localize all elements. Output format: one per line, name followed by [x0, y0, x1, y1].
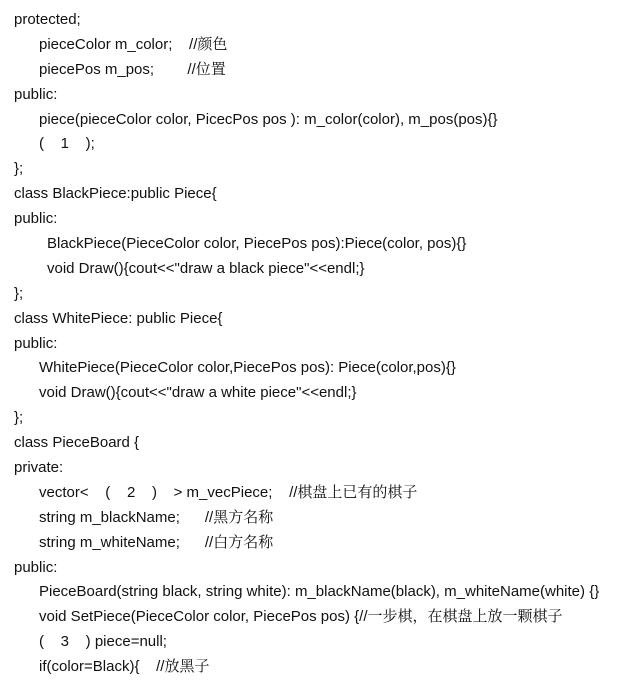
- code-document: [14, 8, 629, 680]
- code-line-blank-1: ( 1 );: [39, 135, 95, 153]
- code-line-setpiece: void SetPiece(PieceColor color, PiecePos pos) {//一步棋，在棋盘上放一颗棋子: [39, 608, 563, 626]
- code-line-public: public:: [14, 85, 58, 103]
- code-line-class-end: };: [14, 284, 24, 302]
- code-line-piece-constructor: piece(pieceColor color, PicecPos pos ): m_color(color), m_pos(pos){}: [39, 110, 498, 128]
- code-line-public: public:: [14, 210, 58, 228]
- code-line-public: public:: [14, 558, 58, 576]
- code-line-whitepiece-draw: void Draw(){cout<<"draw a white piece"<<endl;}: [39, 384, 357, 402]
- code-line-pos-member: piecePos m_pos; //位置: [39, 60, 226, 78]
- code-line-public: public:: [14, 334, 58, 352]
- code-line-whitepiece-constructor: WhitePiece(PieceColor color,PiecePos pos): Piece(color,pos){}: [39, 359, 456, 377]
- code-line-class-end: };: [14, 409, 24, 427]
- code-line-private: private:: [14, 459, 64, 477]
- code-line-black-name: string m_blackName; //黑方名称: [39, 508, 274, 526]
- code-line-blank-3: ( 3 ) piece=null;: [39, 633, 167, 651]
- code-line-blackpiece-constructor: BlackPiece(PieceColor color, PiecePos pos):Piece(color, pos){}: [47, 235, 467, 253]
- code-line-pieceboard-class: class PieceBoard {: [14, 434, 140, 452]
- code-line-blank-2-vector: vector< ( 2 ) > m_vecPiece; //棋盘上已有的棋子: [39, 483, 418, 501]
- code-line-protected: protected;: [14, 11, 81, 28]
- code-line-color-member: pieceColor m_color; //颜色: [39, 35, 228, 53]
- code-line-blackpiece-draw: void Draw(){cout<<"draw a black piece"<<endl;}: [47, 259, 365, 277]
- code-line-pieceboard-constructor: PieceBoard(string black, string white): m_blackName(black), m_whiteName(white) {}: [39, 583, 600, 601]
- code-line-whitepiece-class: class WhitePiece: public Piece{: [14, 309, 223, 327]
- code-line-white-name: string m_whiteName; //白方名称: [39, 533, 274, 551]
- code-line-class-end: };: [14, 160, 24, 178]
- code-line-if-black: if(color=Black){ //放黑子: [39, 658, 210, 676]
- code-line-blackpiece-class: class BlackPiece:public Piece{: [14, 185, 217, 203]
